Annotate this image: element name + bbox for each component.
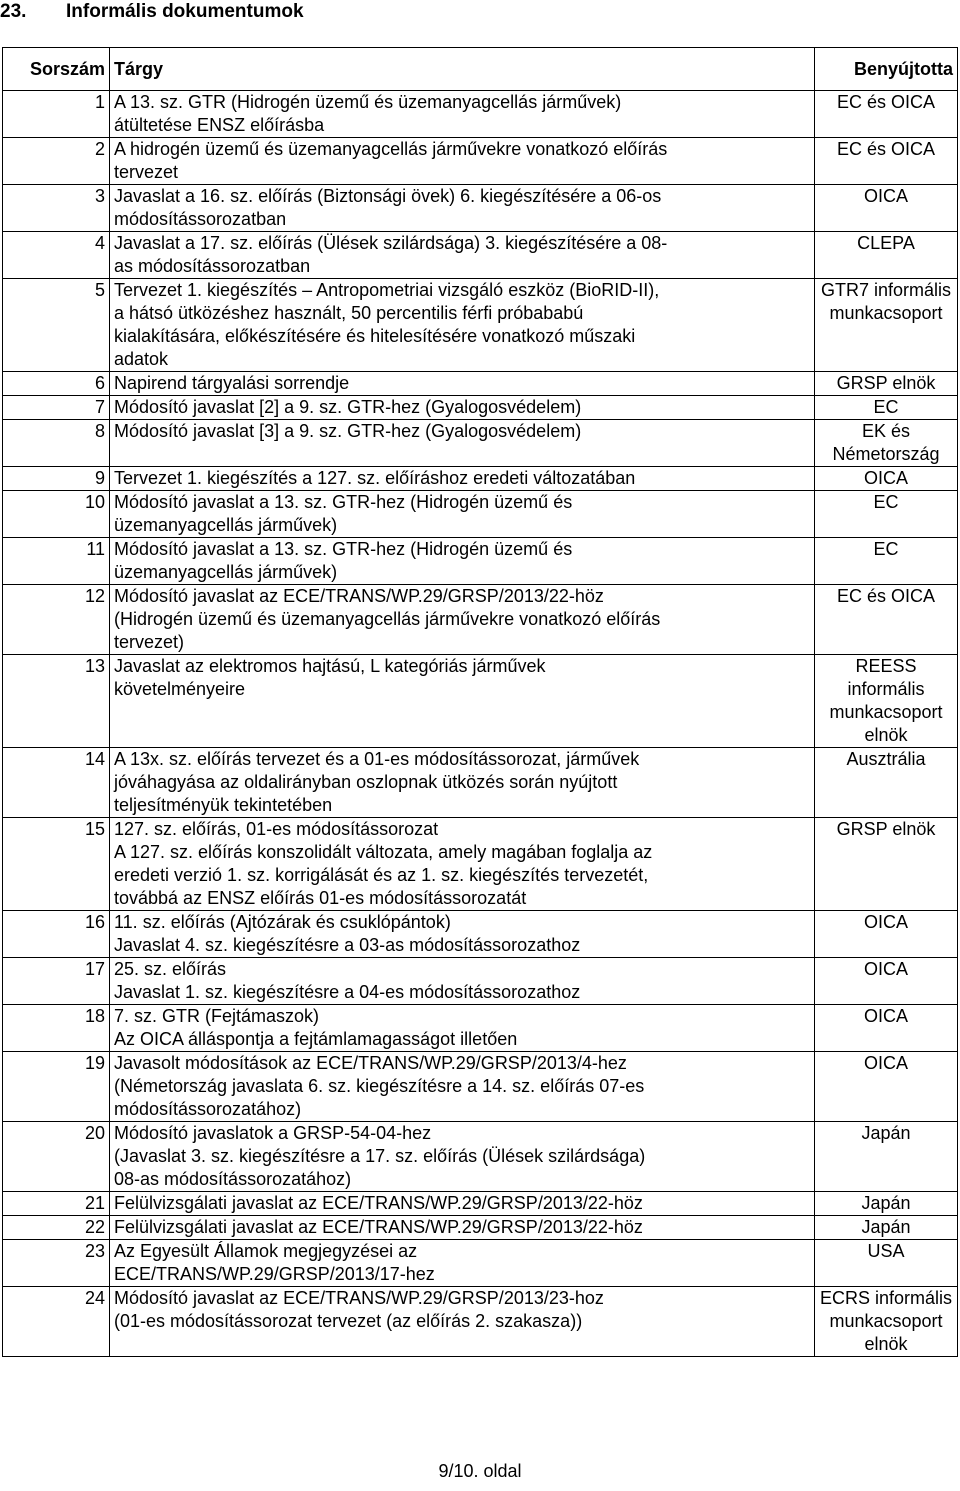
row-number: 7 [3,396,110,420]
row-number: 19 [3,1052,110,1122]
row-subject [110,538,815,585]
row-subject [110,911,815,958]
table-row [3,420,958,467]
submitter-line: GTR7 informális [820,280,952,300]
subject-line: módosítássorozatához) [114,1099,302,1119]
subject-line: (Németország javaslata 6. sz. kiegészítésre a 14. sz. előírás 07-es [114,1076,645,1096]
subject-line: Módosító javaslat az ECE/TRANS/WP.29/GRSP/2013/23-hoz [114,1288,604,1308]
submitter-line: OICA [863,912,908,932]
row-submitted-by [815,748,958,818]
row-number: 3 [3,185,110,232]
row-submitted-by [815,372,958,396]
submitter-line: OICA [863,1053,908,1073]
subject-line: tervezet [114,162,179,182]
row-number: 10 [3,491,110,538]
row-number: 14 [3,748,110,818]
table-row [3,1287,958,1357]
row-subject [110,467,815,491]
row-number: 13 [3,655,110,748]
row-submitted-by [815,420,958,467]
row-submitted-by [815,232,958,279]
row-submitted-by [815,958,958,1005]
table-row [3,1216,958,1240]
submitter-line: EC [873,539,899,559]
subject-line: 08-as módosítássorozatához) [114,1169,352,1189]
row-submitted-by [815,1192,958,1216]
row-number: 1 [3,91,110,138]
subject-line: továbbá az ENSZ előírás 01-es módosítássorozatát [114,888,527,908]
table-row [3,818,958,911]
row-number: 15 [3,818,110,911]
subject-line: tervezet) [114,632,185,652]
row-number: 9 [3,467,110,491]
submitter-line: EK és Németország [832,421,940,464]
row-subject [110,1052,815,1122]
table-row [3,232,958,279]
row-subject [110,1216,815,1240]
table-row [3,396,958,420]
submitter-line: Ausztrália [846,749,926,769]
row-subject [110,491,815,538]
table-row [3,1005,958,1052]
subject-line: 25. sz. előírás [114,959,227,979]
row-submitted-by [815,911,958,958]
row-subject [110,585,815,655]
row-subject [110,372,815,396]
row-subject [110,1122,815,1192]
documents-table [2,47,958,1357]
row-submitted-by [815,818,958,911]
row-subject [110,818,815,911]
section-number: 23. [0,1,27,22]
table-row [3,958,958,1005]
row-number: 5 [3,279,110,372]
row-submitted-by [815,1005,958,1052]
submitter-line: GRSP elnök [836,819,936,839]
row-number: 4 [3,232,110,279]
row-subject [110,1287,815,1357]
subject-line: kialakítására, előkészítésére és hitelesítésére vonatkozó műszaki [114,326,636,346]
submitter-line: USA [867,1241,905,1261]
table-row [3,467,958,491]
subject-line: Felülvizsgálati javaslat az ECE/TRANS/WP.29/GRSP/2013/22-höz [114,1193,643,1213]
subject-line: Tervezet 1. kiegészítés a 127. sz. előíráshoz eredeti változatában [114,468,636,488]
subject-line: Javaslat 4. sz. kiegészítésre a 03-as módosítássorozathoz [114,935,581,955]
table-row [3,1192,958,1216]
table-row [3,538,958,585]
row-submitted-by [815,396,958,420]
row-submitted-by [815,585,958,655]
row-number: 8 [3,420,110,467]
column-header-number: Sorszám [3,48,110,91]
subject-line: teljesítményük tekintetében [114,795,333,815]
table-row [3,748,958,818]
table-row [3,279,958,372]
row-submitted-by [815,538,958,585]
table-row [3,138,958,185]
table-row [3,91,958,138]
submitter-line: munkacsoport elnök [829,1311,943,1354]
row-subject [110,748,815,818]
submitter-line: Japán [861,1123,911,1143]
row-number: 11 [3,538,110,585]
row-submitted-by [815,138,958,185]
submitter-line: OICA [863,959,908,979]
row-subject [110,185,815,232]
row-subject [110,232,815,279]
subject-line: A 13x. sz. előírás tervezet és a 01-es módosítássorozat, járművek [114,749,640,769]
subject-line: A 127. sz. előírás konszolidált változata, amely magában foglalja az [114,842,653,862]
row-number: 2 [3,138,110,185]
subject-line: A 13. sz. GTR (Hidrogén üzemű és üzemanyagcellás járművek) [114,92,622,112]
subject-line: Módosító javaslatok a GRSP-54-04-hez [114,1123,432,1143]
row-subject [110,91,815,138]
subject-line: követelményeire [114,679,246,699]
row-subject [110,1240,815,1287]
subject-line: Javaslat a 16. sz. előírás (Biztonsági övek) 6. kiegészítésére a 06-os [114,186,662,206]
row-submitted-by [815,185,958,232]
row-number: 23 [3,1240,110,1287]
row-subject [110,1192,815,1216]
submitter-line: CLEPA [857,233,915,253]
table-row [3,1240,958,1287]
row-number: 20 [3,1122,110,1192]
subject-line: as módosítássorozatban [114,256,311,276]
submitter-line: OICA [863,468,908,488]
subject-line: Tervezet 1. kiegészítés – Antropometriai vizsgáló eszköz (BioRID-II), [114,280,660,300]
row-subject [110,1005,815,1052]
subject-line: Az OICA álláspontja a fejtámlamagasságot illetően [114,1029,518,1049]
subject-line: jóváhagyása az oldalirányban oszlopnak ütközés során nyújtott [114,772,618,792]
submitter-line: ECRS informális [819,1288,953,1308]
subject-line: Napirend tárgyalási sorrendje [114,373,350,393]
subject-line: Az Egyesült Államok megjegyzései az [114,1241,418,1261]
submitter-line: munkacsoport elnök [829,702,943,745]
row-number: 22 [3,1216,110,1240]
submitter-line: Japán [861,1193,911,1213]
subject-line: (Javaslat 3. sz. kiegészítésre a 17. sz. előírás (Ülések szilárdsága) [114,1146,646,1166]
subject-line: (01-es módosítássorozat tervezet (az előírás 2. szakasza)) [114,1311,583,1331]
row-submitted-by [815,1052,958,1122]
page-number: 9/10. oldal [438,1461,522,1481]
row-submitted-by [815,491,958,538]
subject-line: Javaslat a 17. sz. előírás (Ülések szilárdsága) 3. kiegészítésére a 08- [114,233,668,253]
submitter-line: REESS informális [847,656,925,699]
table-header-row [3,48,958,91]
row-subject [110,396,815,420]
row-subject [110,138,815,185]
subject-line: ECE/TRANS/WP.29/GRSP/2013/17-hez [114,1264,435,1284]
row-number: 24 [3,1287,110,1357]
submitter-line: EC [873,397,899,417]
table-row [3,585,958,655]
row-submitted-by [815,467,958,491]
table-row [3,655,958,748]
section-heading [0,0,304,24]
subject-line: A hidrogén üzemű és üzemanyagcellás járművekre vonatkozó előírás [114,139,668,159]
subject-line: Módosító javaslat [3] a 9. sz. GTR-hez (Gyalogosvédelem) [114,421,582,441]
row-submitted-by [815,655,958,748]
row-subject [110,655,815,748]
table-row [3,491,958,538]
row-number: 16 [3,911,110,958]
subject-line: módosítássorozatban [114,209,287,229]
row-number: 12 [3,585,110,655]
subject-line: 127. sz. előírás, 01-es módosítássorozat [114,819,439,839]
row-subject [110,279,815,372]
row-number: 17 [3,958,110,1005]
submitter-line: Japán [861,1217,911,1237]
subject-line: Felülvizsgálati javaslat az ECE/TRANS/WP.29/GRSP/2013/22-höz [114,1217,643,1237]
column-header-subject: Tárgy [110,48,815,91]
row-number: 18 [3,1005,110,1052]
subject-line: üzemanyagcellás járművek) [114,515,338,535]
submitter-line: EC és OICA [836,586,936,606]
subject-line: átültetése ENSZ előírásba [114,115,325,135]
row-number: 21 [3,1192,110,1216]
subject-line: Módosító javaslat az ECE/TRANS/WP.29/GRSP/2013/22-höz [114,586,604,606]
table-row [3,185,958,232]
subject-line: eredeti verzió 1. sz. korrigálását és az 1. sz. kiegészítés tervezetét, [114,865,649,885]
subject-line: 7. sz. GTR (Fejtámaszok) [114,1006,320,1026]
table-row [3,911,958,958]
subject-line: Módosító javaslat a 13. sz. GTR-hez (Hidrogén üzemű és [114,539,573,559]
row-submitted-by [815,1122,958,1192]
row-subject [110,420,815,467]
subject-line: Módosító javaslat a 13. sz. GTR-hez (Hidrogén üzemű és [114,492,573,512]
subject-line: 11. sz. előírás (Ajtózárak és csuklópántok) [114,912,451,932]
submitter-line: OICA [863,186,908,206]
section-title: Informális dokumentumok [66,1,304,22]
subject-line: a hátsó ütközéshez használt, 50 percentilis férfi próbababú [114,303,584,323]
row-submitted-by [815,1240,958,1287]
submitter-line: munkacsoport [829,303,943,323]
subject-line: Módosító javaslat [2] a 9. sz. GTR-hez (Gyalogosvédelem) [114,397,582,417]
subject-line: üzemanyagcellás járművek) [114,562,338,582]
row-submitted-by [815,1216,958,1240]
subject-line: (Hidrogén üzemű és üzemanyagcellás járművekre vonatkozó előírás [114,609,661,629]
table-row [3,1052,958,1122]
table-row [3,1122,958,1192]
submitter-line: OICA [863,1006,908,1026]
subject-line: Javaslat 1. sz. kiegészítésre a 04-es módosítássorozathoz [114,982,581,1002]
row-number: 6 [3,372,110,396]
column-header-submitted-by: Benyújtotta [815,48,958,91]
row-submitted-by [815,279,958,372]
submitter-line: EC és OICA [836,139,936,159]
submitter-line: EC és OICA [836,92,936,112]
row-submitted-by [815,91,958,138]
row-subject [110,958,815,1005]
row-submitted-by [815,1287,958,1357]
submitter-line: GRSP elnök [836,373,936,393]
table-row [3,372,958,396]
subject-line: Javaslat az elektromos hajtású, L kategóriás járművek [114,656,546,676]
submitter-line: EC [873,492,899,512]
subject-line: adatok [114,349,169,369]
subject-line: Javasolt módosítások az ECE/TRANS/WP.29/GRSP/2013/4-hez [114,1053,627,1073]
